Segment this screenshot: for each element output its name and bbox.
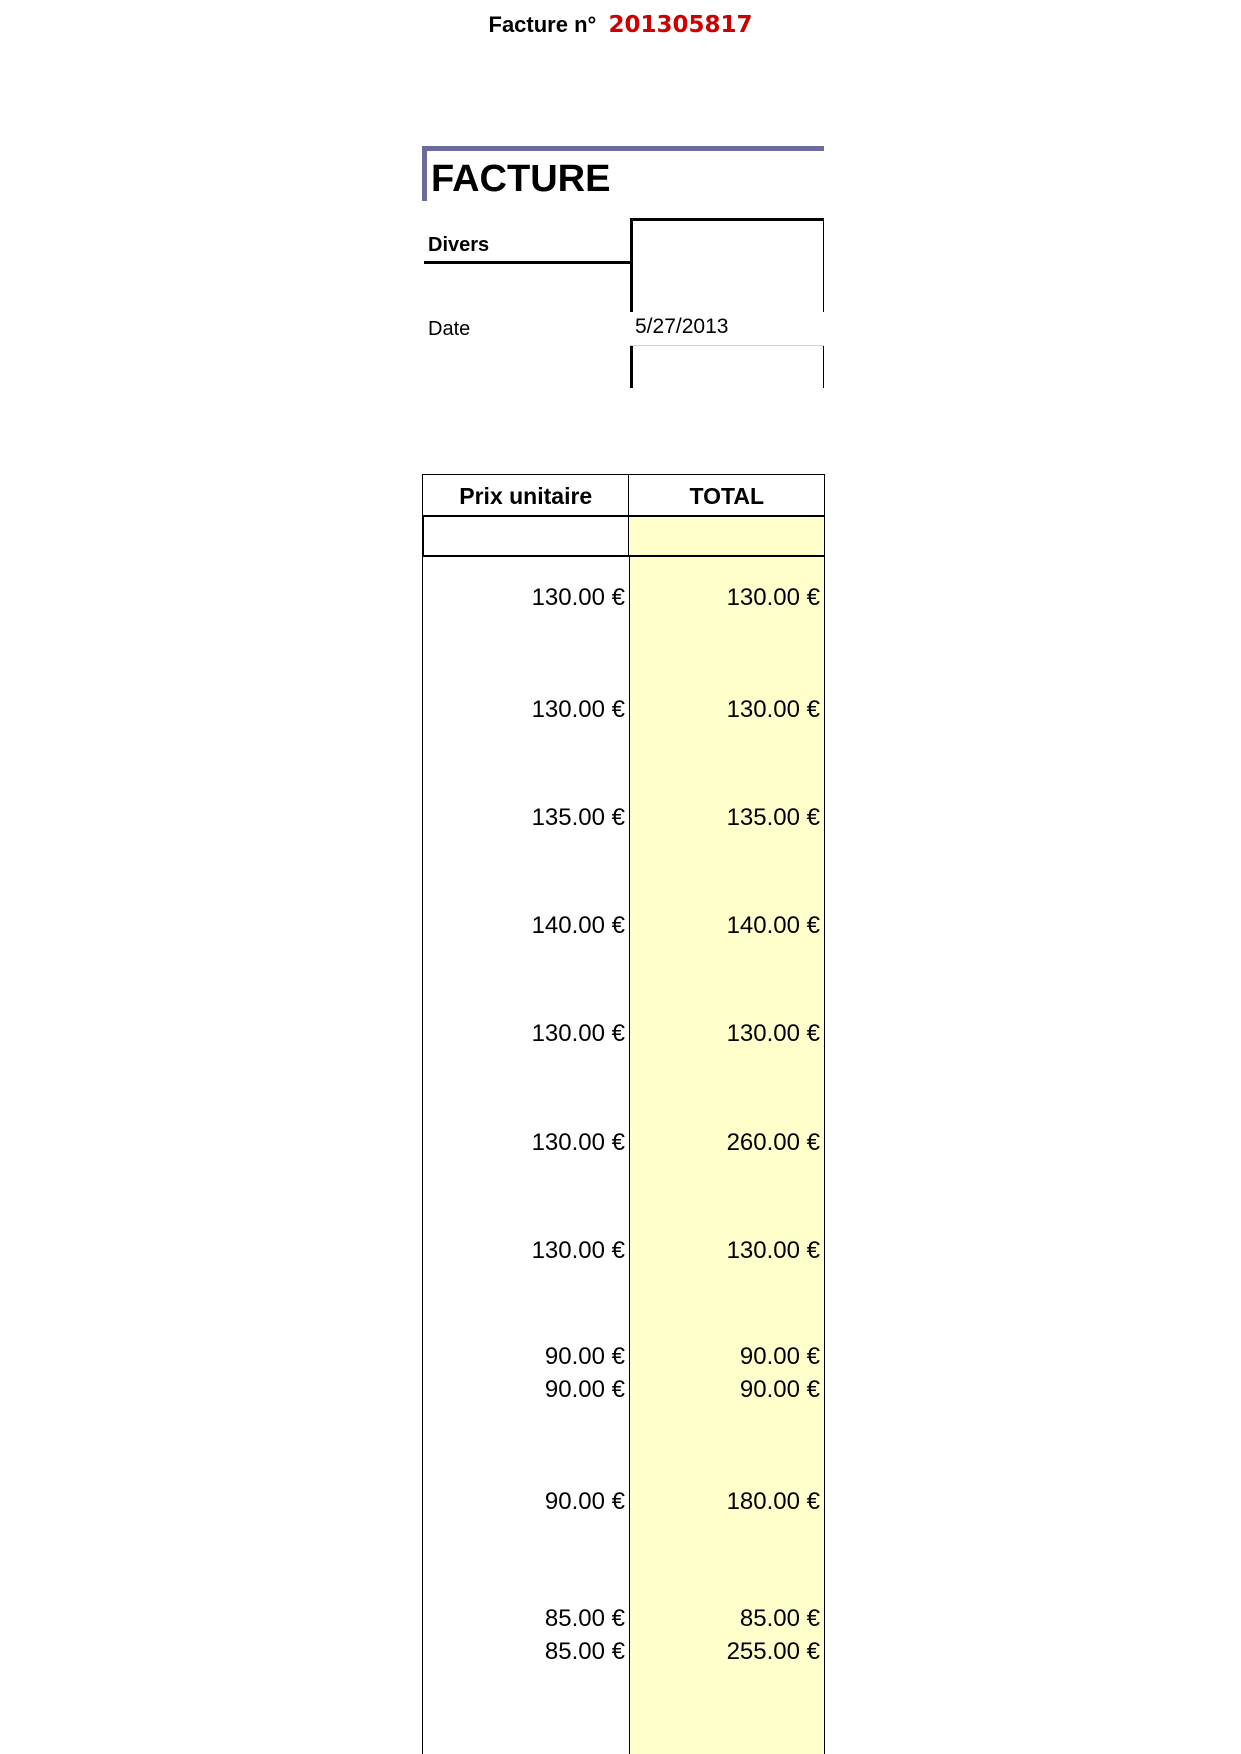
price-cell: 135.00 € bbox=[531, 804, 625, 831]
client-info-box bbox=[630, 218, 824, 388]
price-cell: 130.00 € bbox=[531, 584, 625, 611]
price-cell: 130.00 € bbox=[531, 1237, 625, 1264]
total-cell: 85.00 € bbox=[739, 1605, 820, 1632]
price-cell: 130.00 € bbox=[531, 1129, 625, 1156]
date-label: Date bbox=[428, 318, 471, 340]
page-title: FACTURE bbox=[431, 158, 611, 200]
total-cell: 130.00 € bbox=[726, 1020, 820, 1047]
price-cell: 140.00 € bbox=[531, 912, 625, 939]
price-cell: 85.00 € bbox=[544, 1638, 625, 1665]
total-cell: 90.00 € bbox=[739, 1343, 820, 1370]
column-header-price: Prix unitaire bbox=[423, 475, 629, 515]
blank-price-cell bbox=[422, 515, 629, 557]
total-cell: 135.00 € bbox=[726, 804, 820, 831]
total-cell: 260.00 € bbox=[726, 1129, 820, 1156]
total-cell: 255.00 € bbox=[726, 1638, 820, 1665]
total-cell: 130.00 € bbox=[726, 1237, 820, 1264]
total-cell: 130.00 € bbox=[726, 696, 820, 723]
invoice-label: Facture n° bbox=[488, 12, 597, 37]
column-header-total: TOTAL bbox=[689, 483, 764, 509]
total-cell: 180.00 € bbox=[726, 1488, 820, 1515]
total-cell: 140.00 € bbox=[726, 912, 820, 939]
date-value: 5/27/2013 bbox=[630, 312, 824, 346]
table-header bbox=[422, 474, 825, 516]
invoice-header bbox=[0, 10, 1241, 40]
total-cell: 130.00 € bbox=[726, 584, 820, 611]
table-blank-row bbox=[422, 515, 825, 557]
price-cell: 90.00 € bbox=[544, 1376, 625, 1403]
blank-total-cell bbox=[629, 515, 825, 557]
total-column bbox=[629, 474, 825, 1754]
price-cell: 130.00 € bbox=[531, 696, 625, 723]
price-cell: 130.00 € bbox=[531, 1020, 625, 1047]
price-column bbox=[422, 474, 629, 1754]
price-cell: 90.00 € bbox=[544, 1343, 625, 1370]
items-table bbox=[422, 474, 825, 1754]
total-cell: 90.00 € bbox=[739, 1376, 820, 1403]
price-cell: 90.00 € bbox=[544, 1488, 625, 1515]
title-block bbox=[422, 146, 824, 201]
invoice-number: 201305817 bbox=[608, 12, 753, 38]
price-cell: 85.00 € bbox=[544, 1605, 625, 1632]
client-label: Divers bbox=[424, 216, 633, 264]
